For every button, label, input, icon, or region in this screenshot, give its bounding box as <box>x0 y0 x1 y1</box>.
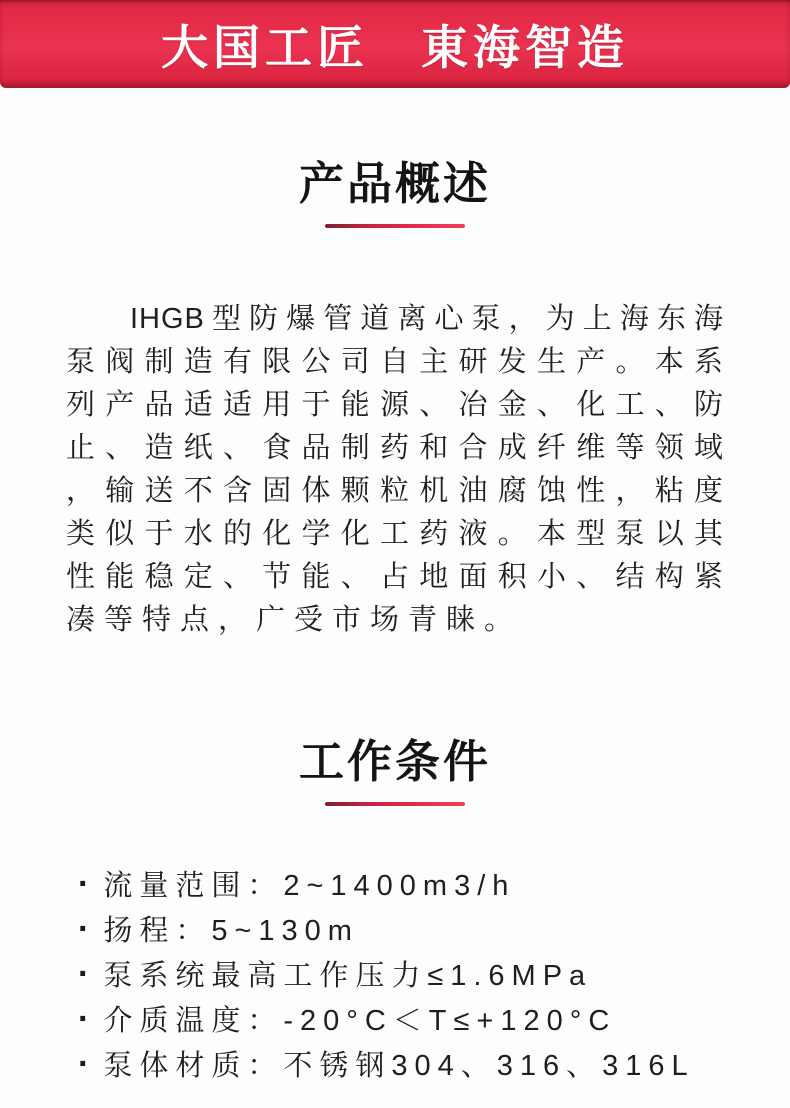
overview-paragraph <box>66 298 724 642</box>
bullet-marker-icon: · <box>78 864 90 903</box>
list-item <box>78 861 730 906</box>
paragraph-line: 类似于水的化学化工药液。本型泵以其 <box>66 518 724 550</box>
bullet-marker-icon: · <box>78 954 90 993</box>
paragraph-line: IHGB型防爆管道离心泵，为上海东海 <box>130 303 724 335</box>
title-underline-divider <box>325 802 465 806</box>
bullet-marker-icon: · <box>78 999 90 1038</box>
paragraph-line: 泵阀制造有限公司自主研发生产。本系 <box>66 346 724 378</box>
conditions-section-title: 工作条件 <box>298 736 491 787</box>
condition-flow-range: 流量范围：2~1400m3/h <box>103 870 516 902</box>
section-working-conditions <box>0 736 790 1086</box>
paragraph-line: 止、造纸、食品制药和合成纤维等领域 <box>66 432 724 464</box>
banner-title: 大国工匠 東海智造 <box>161 20 629 74</box>
paragraph-line: ，输送不含固体颗粒机油腐蚀性，粘度 <box>66 475 724 507</box>
conditions-list <box>78 861 730 1086</box>
condition-medium-temperature: 介质温度：-20°C＜T≤+120°C <box>103 1005 617 1037</box>
list-item <box>78 906 730 951</box>
paragraph-line: 性能稳定、节能、占地面积小、结构紧 <box>66 561 724 593</box>
list-item <box>78 951 730 996</box>
title-underline-divider <box>325 224 465 228</box>
condition-max-pressure: 泵系统最高工作压力≤1.6MPa <box>103 960 593 992</box>
bullet-marker-icon: · <box>78 909 90 948</box>
list-item <box>78 1041 730 1086</box>
header-banner <box>0 0 790 88</box>
overview-section-title: 产品概述 <box>298 158 491 209</box>
list-item <box>78 996 730 1041</box>
condition-head: 扬程：5~130m <box>103 915 359 947</box>
paragraph-line: 列产品适适用于能源、冶金、化工、防 <box>66 389 724 421</box>
condition-body-material: 泵体材质：不锈钢304、316、316L <box>103 1050 695 1082</box>
paragraph-line: 凑等特点，广受市场青睐。 <box>66 604 523 636</box>
bullet-marker-icon: · <box>78 1044 90 1083</box>
section-product-overview <box>0 158 790 642</box>
